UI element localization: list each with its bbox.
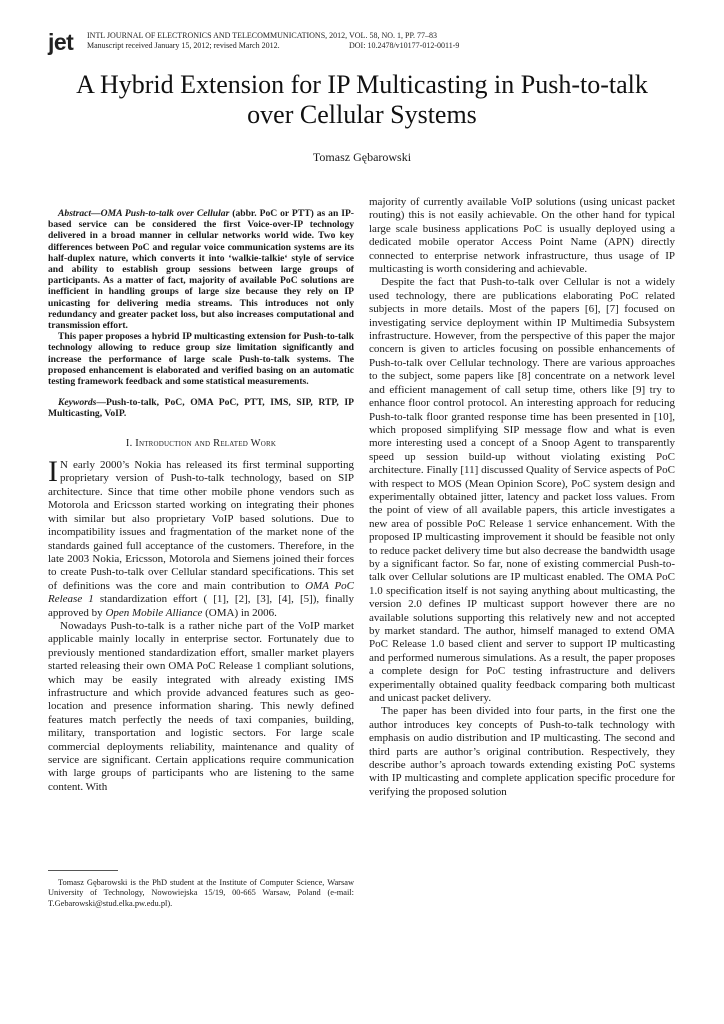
header-text (87, 31, 460, 51)
abstract (48, 208, 354, 420)
author-name: Tomasz Gębarowski (312, 150, 412, 164)
right-paragraph-3: The paper has been divided into four parts, in the first one the author introduces key concepts of Push-to-talk technology with emphasis on audio distribution and IP multicasting. The second and third parts are author’s original contribution. Respectively, they describe author’s aproach towards extending existing PoC systems with IP multicasting and complete application specific procedure for verifying the proposed solution (369, 705, 675, 798)
section-heading (48, 437, 354, 450)
doi: DOI: 10.2478/v10177-012-0011-9 (349, 41, 460, 50)
section-number: I. (125, 437, 136, 449)
abstract-label: Abstract—OMA Push-to-talk over Cellular (58, 208, 230, 219)
intro-text-a: N early 2000’s Nokia has released its first terminal supporting proprietary version of Push-to-talk technology, based on SIP architecture. Since that time other mobile phone vendors such as Motorola and Ericsson started working on integrating their phones with similar but also proprietary VoIP based solutions. Due to incompatibility issues and fragmentation of the market none of the standards gained full acceptance of the customers. Therefore, in the late 2003 Nokia, Ericsson, Motorola and Siemens joined their forces to create Push-to-talk over Cellular standard specifications. This set of definitions was the core and main contribution to (48, 459, 354, 592)
abstract-text-1: (abbr. PoC or PTT) as an IP-based service can be considered the first Voice-over-IP technology delivered in a broad manner in cellular networks world wide. Two key differences between PoC and regular voice communication systems are its half-duplex nature, which converts it into ‘walkie-talkie‘ style of service and ability to establish group sessions between large groups of participants. As a matter of fact, majority of available PoC solutions are inefficient in handling groups of large size because they rely on IP unicasting for delivering media streams. This introduces not only redundancy and greater packet loss, but also increases computational and transmission effort. (48, 208, 354, 332)
section-title: Introduction and Related Work (135, 437, 277, 449)
intro-italic-1: OMA PoC Release 1 (48, 579, 355, 606)
drop-cap: I (48, 455, 58, 489)
footnote-rule (48, 870, 118, 871)
intro-paragraph-2: Nowadays Push-to-talk is a rather niche part of the VoIP market applicable mainly locally in enterprise sector. Fortunately due to previously mentioned standardization effort, smaller market players started releasing their own OMA PoC Release 1 compliant solutions, which may be easily integrated with already existing IMS infrastructure and which provide advanced features such as geo-location and presence information sharing. This newly defined features match perfectly the needs of taxi companies, building, military, transportation and logistic sectors. For large scale commercial deployments reliability, maintenance and quality of service are significant. Certain applications require communication with large groups of participants who are listening to the same content. With (48, 619, 354, 793)
journal-logo: jet (48, 29, 74, 55)
footnote-text: Tomasz Gębarowski is the PhD student at the Institute of Computer Science, Warsaw University of Technology, Nowowiejska 15/19, 00-665 Warsaw, Poland (e-mail: T.Gebarowski@stud.elka.pw.edu.pl). (48, 878, 354, 908)
keywords-text: —Push-to-talk, PoC, OMA PoC, PTT, IMS, SIP, RTP, IP Multicasting, VoIP. (48, 397, 354, 420)
keywords-label: Keywords (58, 397, 97, 409)
intro-italic-2: Open Mobile Alliance (105, 606, 203, 619)
header-line-2 (87, 41, 460, 51)
author-footnote (48, 878, 354, 909)
right-column (369, 196, 675, 799)
right-paragraph-1: majority of currently available VoIP solutions (using unicast packet routing) this is not easily achievable. On the other hand for typical large scale business applications PoC is usually deployed using a dedicated mobile operator Access Point Name (APN) directly connected to enterprise network infrastructure, thus usage of IP multicasting is worth considering and achievable. (369, 196, 675, 276)
abstract-paragraph-2: This paper proposes a hybrid IP multicasting extension for Push-to-talk technology allowing to reduce group size limitation significantly and increase the performance of large scale Push-to-talk systems. The proposed enhancement is elaborated and verified basing on an automatic testing framework feedback and some statistical measurements. (48, 331, 354, 388)
intro-paragraph-1 (48, 455, 355, 620)
intro-text-b: standardization effort ( [1], [2], [3], [4], [5]), finally approved by (48, 593, 354, 619)
keywords (48, 397, 354, 419)
intro-text-c: (OMA) in 2006. (202, 606, 277, 619)
paper-title: A Hybrid Extension for IP Multicasting in Push-to-talk over Cellular Systems (76, 70, 648, 129)
journal-header (48, 28, 678, 58)
right-paragraph-2: Despite the fact that Push-to-talk over Cellular is not a widely used technology, there are publications elaborating PoC related subjects in more details. Most of the papers [6], [7] focused on investigating service deployment within IP Multimedia Subsystem infrastructure. However, from the perspective of this paper the major concern is given to articles focusing on possible enhancements of Push-to-talk over Cellular technology. There are various approaches to the subject, some papers like [8] concentrate on a network level and efficient management of call setup time, others like [9] try to enhance floor control protocol. An interesting approach for reducing Push-to-talk floor granted response time has been presented in [10], which proposed simplifying SIP message flow and what is even more interesting used a concept of a Snoop Agent to transparently speed up session build-up without violating existing PoC architecture. Finally [11] discussed Quality of Service aspects of PoC with respect to MOS (Mean Opinion Score), PoC system design and experimentally obtained jitter, latency and packet loss values. From the point of view of all available papers, this article investigates a new area of possible PoC Release 1 service enhancement. With the proposed IP multicasting improvement it should be feasible not only to reduce packet delivery time but also decrease the bandwidth usage by a significant factor. So far, none of existing commercial Push-to-talk over Cellular solutions are IP multicast enabled. The OMA PoC 1.0 specification itself is not saying anything about multicasting, the version 2.0 defines IP multicast support however there are no available solutions supporting this relatively new and not accepted by market standard. The author, himself managed to extend OMA PoC Release 1.0 based client and server to support IP multicasting and performed numerous simulations. As a result, the paper proposes a complete design for PoC testing infrastructure and delivers experimentally obtained quality feedback comparing both multicast and unicast packet delivery. (369, 276, 675, 705)
abstract-paragraph-1 (48, 208, 354, 331)
manuscript-dates: Manuscript received January 15, 2012; revised March 2012. (87, 41, 280, 50)
left-column (48, 208, 354, 794)
journal-citation: INTL JOURNAL OF ELECTRONICS AND TELECOMMUNICATIONS, 2012, VOL. 58, NO. 1, PP. 77–83 (87, 31, 438, 40)
